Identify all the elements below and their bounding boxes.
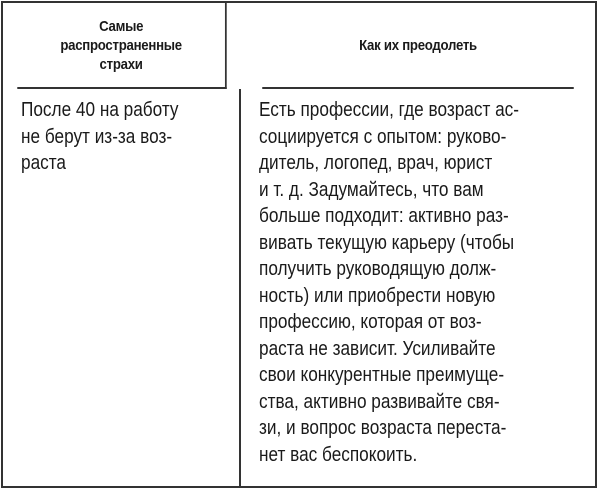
row-1-solution-cell: [241, 89, 595, 486]
solution-text-line: раста не зависит. Усиливайте: [259, 337, 496, 360]
fear-text-line: не берут из-за воз-: [21, 125, 173, 148]
header-cell-solutions: [262, 3, 574, 89]
solution-text-line: ства, активно развивайте свя-: [259, 390, 500, 413]
solution-text-line: ность) или приобрести новую: [259, 284, 496, 307]
solution-text-line: и т. д. Задумайтесь, что вам: [259, 178, 484, 201]
row-1-fear-cell: [3, 89, 241, 486]
solution-text-line: больше подходит: активно раз-: [259, 205, 509, 227]
header-fears-line: Самые: [99, 17, 144, 35]
solution-text-line: получить руководящую долж-: [259, 258, 497, 280]
solution-text-line: свои конкурентные преимуще-: [259, 364, 505, 386]
solution-text-line: профессию, которая от воз-: [259, 311, 482, 333]
solution-text-line: социируется с опытом: руково-: [259, 125, 507, 148]
header-fears-line: страхи: [99, 55, 143, 73]
header-fears-line: распространенные: [60, 36, 182, 54]
solution-text-line: нет вас беспокоить.: [259, 443, 418, 466]
solution-text-line: дитель, логопед, врач, юрист: [259, 152, 493, 174]
header-fears-text: [60, 17, 182, 74]
fears-table: [1, 1, 597, 488]
header-cell-fears: [17, 3, 226, 89]
header-solutions-text: Как их преодолеть: [359, 36, 477, 54]
solution-text-line: зи, и вопрос возраста переста-: [259, 417, 507, 439]
solution-text-line: Есть профессии, где возраст ас-: [259, 99, 520, 121]
fear-text-line: раста: [21, 152, 66, 174]
solution-text-line: вивать текущую карьеру (чтобы: [259, 231, 515, 254]
fear-text-line: После 40 на работу: [21, 99, 179, 121]
